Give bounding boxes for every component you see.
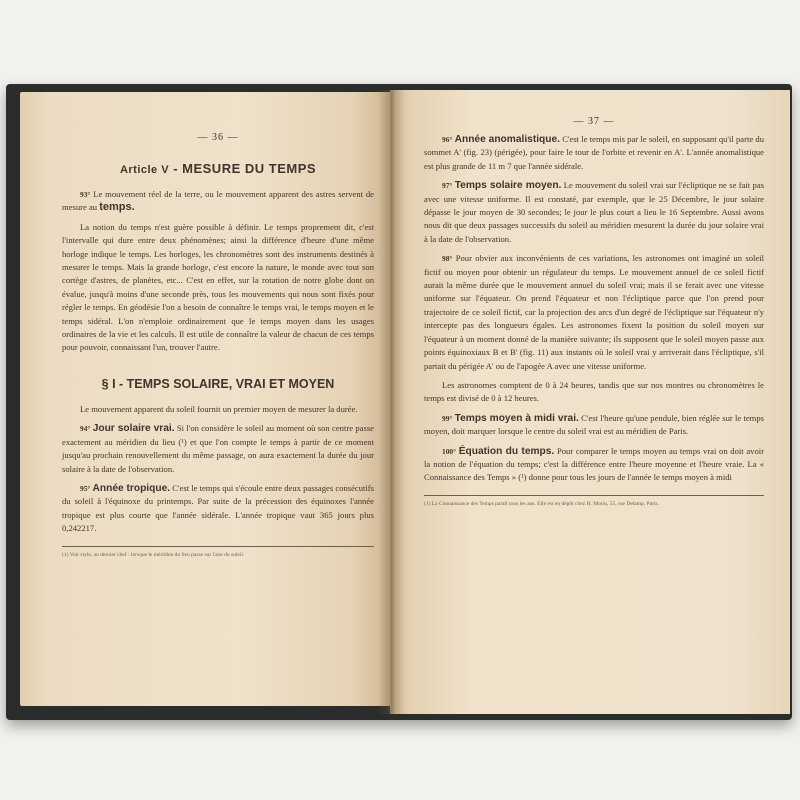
left-page [20,92,390,706]
paragraph-number: 98° [442,254,453,264]
footnote-right: (1) La Connaissance des Temps paraît tous les ans. Elle est en dépôt chez H. Morin, 55, rue Delamp, Paris. [424,500,659,507]
paragraph-number: 99° [442,413,453,423]
paragraph-99 [424,412,764,439]
paragraph-text: Si l'on considère le soleil au moment où son centre passe exactement au méridien du lieu (¹) et que l'on compte le temps à partir de ce moment jusqu'au prochain renouvellement du même passage, on aura exactement la durée du jour solaire à la date de l'observation. [62,423,374,474]
article-title-main: - MESURE DU TEMPS [169,161,317,176]
term-temps-solaire-moyen: Temps solaire moyen. [454,180,562,192]
footnote-rule [62,546,374,547]
paragraph-number: 93° [80,190,91,199]
paragraph-number: 97° [442,181,453,191]
paragraph-notion: La notion du temps n'est guère possible à définir. Le temps proprement dit, c'est l'intervalle qui dure entre deux phénomènes; ainsi la différence d'heure d'une même horloge indique le temps. Les horloges, les chronomètres sont des instruments destinés à mesurer le temps. Mais la grande horloge, c'est encore la nature, le monde avec tout son cortège d'astres, de planètes, etc... C'est en effet, sur la rotation de notre globe dont on évalue, jusqu'à moins d'une seconde près, tous les mouvements qui nous sont fixés pour régler le temps. En géodésie l'on a besoin de connaître le temps vrai, le temps moyen et le temps sidéral. L'on n'emploie ordinairement que le temps moyen dans les usages ordinaires de la vie et les calculs. Il est utile de connaître la valeur de chacun de ces temps pour pouvoir, connaissant l'un, trouver l'autre. [62,221,374,353]
paragraph-section-intro: Le mouvement apparent du soleil fournit un premier moyen de mesurer la durée. [80,403,358,414]
term-equation-du-temps: Équation du temps. [458,445,555,457]
term-jour-solaire-vrai: Jour solaire vrai. [92,423,175,435]
paragraph-97 [424,179,764,246]
paragraph-96 [424,133,764,173]
paragraph-100 [424,445,764,485]
term-annee-anomalistique: Année anomalistique. [454,134,560,145]
paragraph-text: C'est le temps mis par le soleil, en supposant qu'il parte du sommet A' (fig. 23) (périgée), pour faire le tour de l'orbite et revenir en A'. L'année anomalistique est plus grande de 11 m 7 que l'année sidérale. [424,134,764,171]
paragraph-93 [62,188,374,215]
section-title: § I - TEMPS SOLAIRE, VRAI ET MOYEN [101,376,335,391]
page-number-left: — 36 — [197,132,239,143]
paragraph-text: C'est l'heure qu'une pendule, bien réglée sur le temps moyen, doit marquer lorsque le centre du soleil vrai est au méridien de Paris. [424,412,764,437]
paragraph-number: 94° [80,424,91,434]
paragraph-98 [424,252,764,373]
paragraph-text: C'est le temps qui s'écoule entre deux passages consécutifs du soleil à l'équinoxe du printemps. Par suite de la précession des équinoxes l'année tropique est plus courte que l'année sidérale. L'année tropique vaut 365 jours plus 0,242217. [62,482,374,534]
page-number-right: — 37 — [573,116,615,127]
article-title [62,161,374,176]
paragraph-94 [62,422,374,476]
right-page [390,90,790,714]
paragraph-text: Pour comparer le temps moyen au temps vrai on doit avoir la notion de l'équation du temps; c'est la différence entre l'heure moyenne et l'heure vraie. La « Connaissance des Temps » (¹) donne pour tous les jours de l'année le temps moyen à midi [424,445,764,483]
term-annee-tropique: Année tropique. [92,482,171,494]
paragraph-number: 96° [442,135,453,144]
term-temps: temps. [99,201,135,214]
article-title-prefix: Article V [119,164,170,176]
paragraph-text: Le mouvement réel de la terre, ou le mouvement apparent des astres servent de mesure au [62,189,374,213]
paragraph-number: 95° [80,483,91,493]
footnote-left: (1) Voir style, au dernier chef : lorsque le méridien du lieu passe sur l'axe du soleil. [62,551,245,558]
paragraph-95 [62,482,374,536]
paragraph-text: Le mouvement du soleil vrai sur l'écliptique ne se fait pas avec une vitesse uniforme. Il est constaté, par exemple, que le 25 Décembre, le jour solaire dépasse le jour moyen de 30 secondes; le jour le plus court a lieu le 16 Septembre. Aussi avons nous dit que deux passages successifs du soleil au méridien mesurent la durée du jour solaire vrai à la date de l'observation. [424,180,764,244]
paragraph-astronomes: Les astronomes comptent de 0 à 24 heures, tandis que sur nos montres ou chronomètres le temps est divisé de 0 à 12 heures. [424,379,764,404]
paragraph-number: 100° [442,446,457,456]
footnote-rule [424,495,764,496]
paragraph-text: Pour obvier aux inconvénients de ces variations, les astronomes ont imaginé un soleil fictif ou moyen pour obtenir un régulateur du temps. Le mouvement annuel de ce soleil fictif aurait la même durée que le mouvement annuel du soleil vrai; mais il se ferait avec une vitesse uniforme sur l'équateur. On prend l'équateur et non l'écliptique parce que l'on prend pour trajectoire de ce soleil fictif, car la projection des arcs d'un degré de l'écliptique sur l'équateur n'y intercepte pas des longueurs égales. Les astronomes fixent la position du soleil moyen sur l'équateur à un moment donné de la manière suivante; ils supposent que le soleil moyen passe aux points équinoxiaux B et B' (fig. 11) aux instants où le soleil vrai y arriverait dans l'écliptique, s'il partait du périgée A' ou de l'apogée A avec une vitesse uniforme. [424,253,764,371]
term-temps-moyen-midi-vrai: Temps moyen à midi vrai. [454,412,579,424]
